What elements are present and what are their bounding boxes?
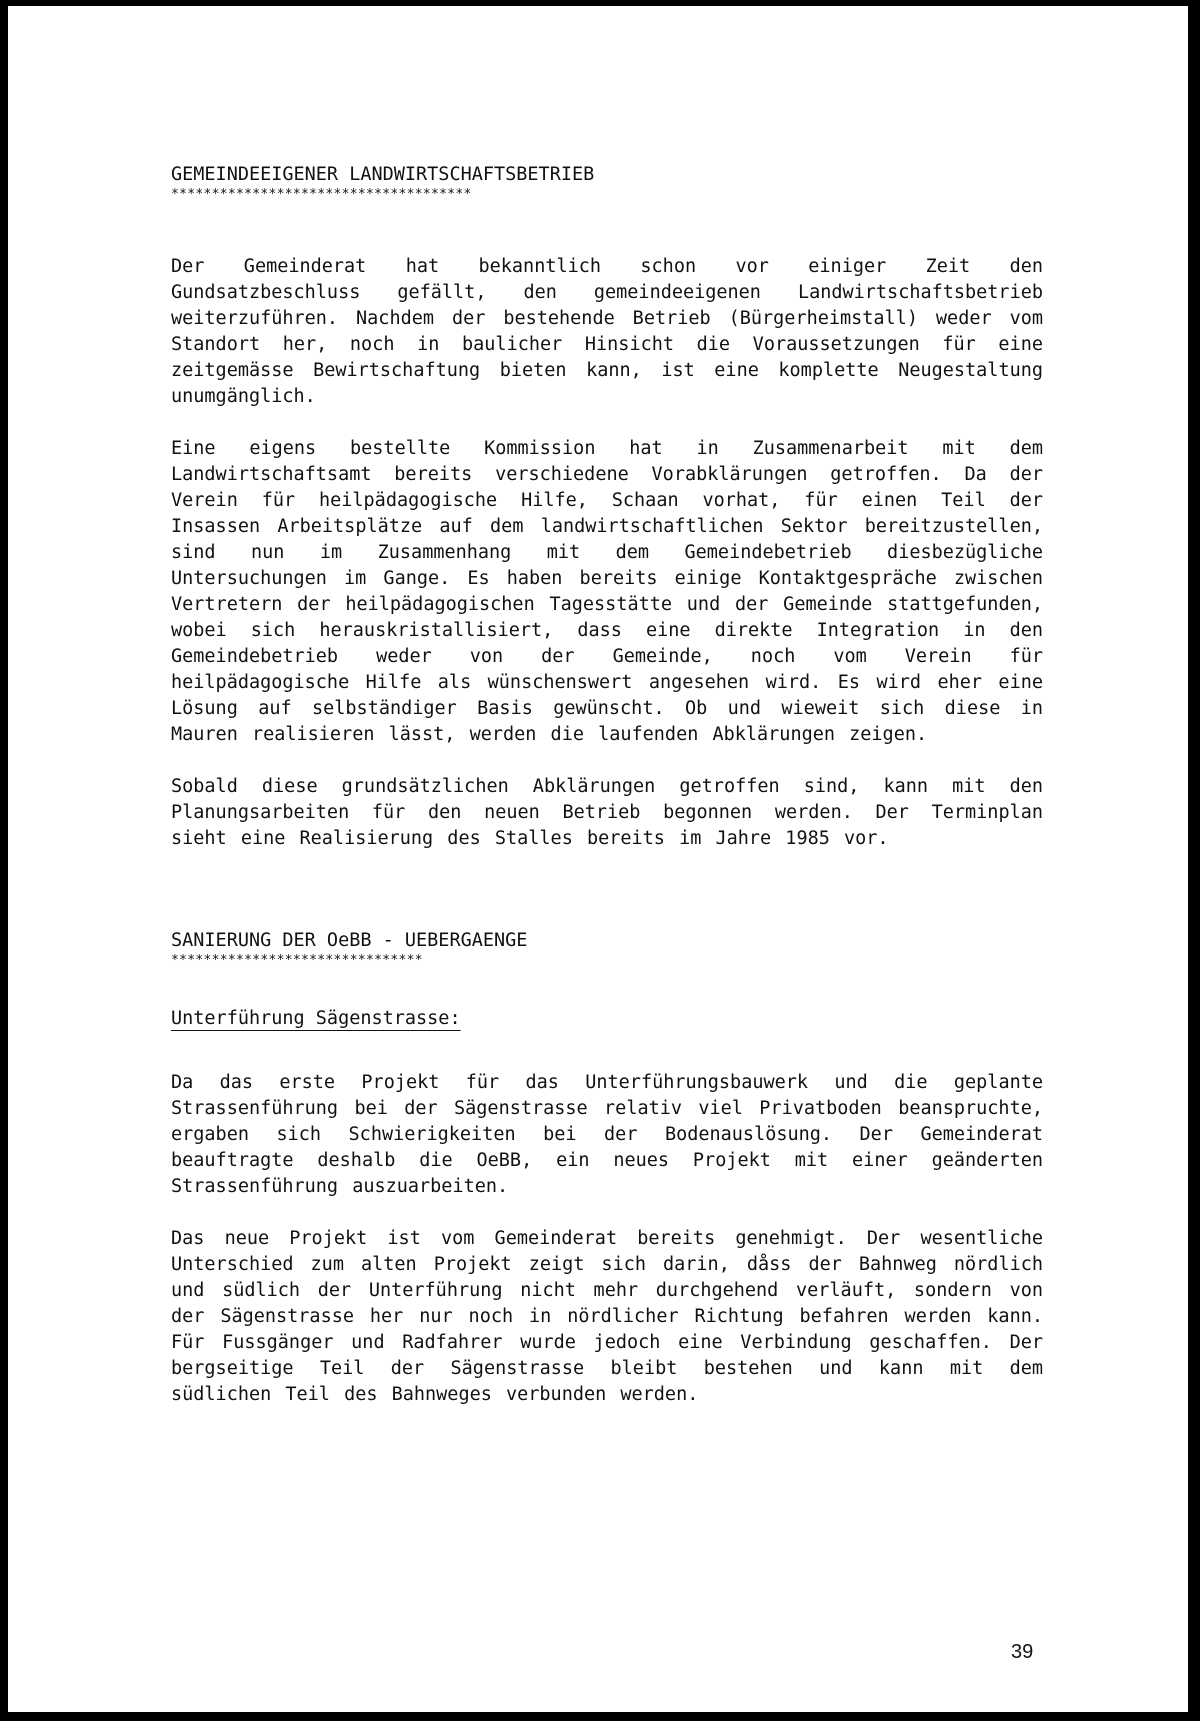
paragraph-kommission: Eine eigens bestellte Kommission hat in Zusammenarbeit mit dem Landwirtschaftsamt bereits verschiedene Vorabklärungen getroffen. Da der Verein für heilpädagogische Hilfe, Schaan vorhat, für einen Teil der Insassen Arbeitsplätze auf dem landwirtschaftlichen Sektor bereitzustellen, sind nun im Zusammenhang mit dem Gemeindebetrieb diesbezügliche Untersuchungen im Gange. Es haben bereits einige Kontaktgespräche zwischen Vertretern der heilpädagogischen Tagesstätte und der Gemeinde stattgefunden, wobei sich herauskristallisiert, dass eine direkte Integration in den Gemeindebetrieb weder von der Gemeinde, noch vom Verein für heilpädagogische Hilfe als wünschenswert angesehen wird. Es wird eher eine Lösung auf selbständiger Basis gewünscht. Ob und wieweit sich diese in Mauren realisieren lässt, werden die laufenden Abklärungen zeigen. <box>171 438 1043 745</box>
page-content <box>171 162 1043 1408</box>
paragraph-erstes-projekt: Da das erste Projekt für das Unterführungsbauwerk und die geplante Strassenführung bei der Sägenstrasse relativ viel Privatboden beanspruchte, ergaben sich Schwierigkeiten bei der Bodenauslösung. Der Gemeinderat beauftragte deshalb die OeBB, ein neues Projekt mit einer geänderten Strassenführung auszuarbeiten. <box>171 1072 1043 1197</box>
paragraph-neues-projekt: Das neue Projekt ist vom Gemeinderat bereits genehmigt. Der wesentliche Unterschied zum alten Projekt zeigt sich darin, dåss der Bahnweg nördlich und südlich der Unterführung nicht mehr durchgehend verläuft, sondern von der Sägenstrasse her nur noch in nördlicher Richtung befahren werden kann. Für Fussgänger und Radfahrer wurde jedoch eine Verbindung geschaffen. Der bergseitige Teil der Sägenstrasse bleibt bestehen und kann mit dem südlichen Teil des Bahnweges verbunden werden. <box>171 1228 1043 1405</box>
subheading-unterfuehrung-saegenstrasse: Unterführung Sägenstrasse: <box>171 1008 461 1029</box>
document-page <box>8 6 1188 1712</box>
paragraph-gemeinderat-beschluss: Der Gemeinderat hat bekanntlich schon vor einiger Zeit den Gundsatzbeschluss gefällt, den gemeindeeigenen Landwirtschaftsbetrieb weiterzuführen. Nachdem der bestehende Betrieb (Bürgerheimstall) weder vom Standort her, noch in baulicher Hinsicht die Voraussetzungen für eine zeitgemässe Bewirtschaftung bieten kann, ist eine komplette Neugestaltung unumgänglich. <box>171 256 1043 407</box>
section-heading-landwirtschaftsbetrieb: GEMEINDEEIGENER LANDWIRTSCHAFTSBETRIEB <box>171 164 595 185</box>
heading-asterisk-underline: ************************************* <box>171 187 472 202</box>
page-number: 39 <box>1011 1641 1034 1663</box>
section-heading-oebb-uebergaenge: SANIERUNG DER OeBB - UEBERGAENGE <box>171 930 528 951</box>
paragraph-planungsarbeiten: Sobald diese grundsätzlichen Abklärungen getroffen sind, kann mit den Planungsarbeiten für den neuen Betrieb begonnen werden. Der Terminplan sieht eine Realisierung des Stalles bereits im Jahre 1985 vor. <box>171 776 1043 849</box>
heading-asterisk-underline: ******************************* <box>171 953 423 968</box>
